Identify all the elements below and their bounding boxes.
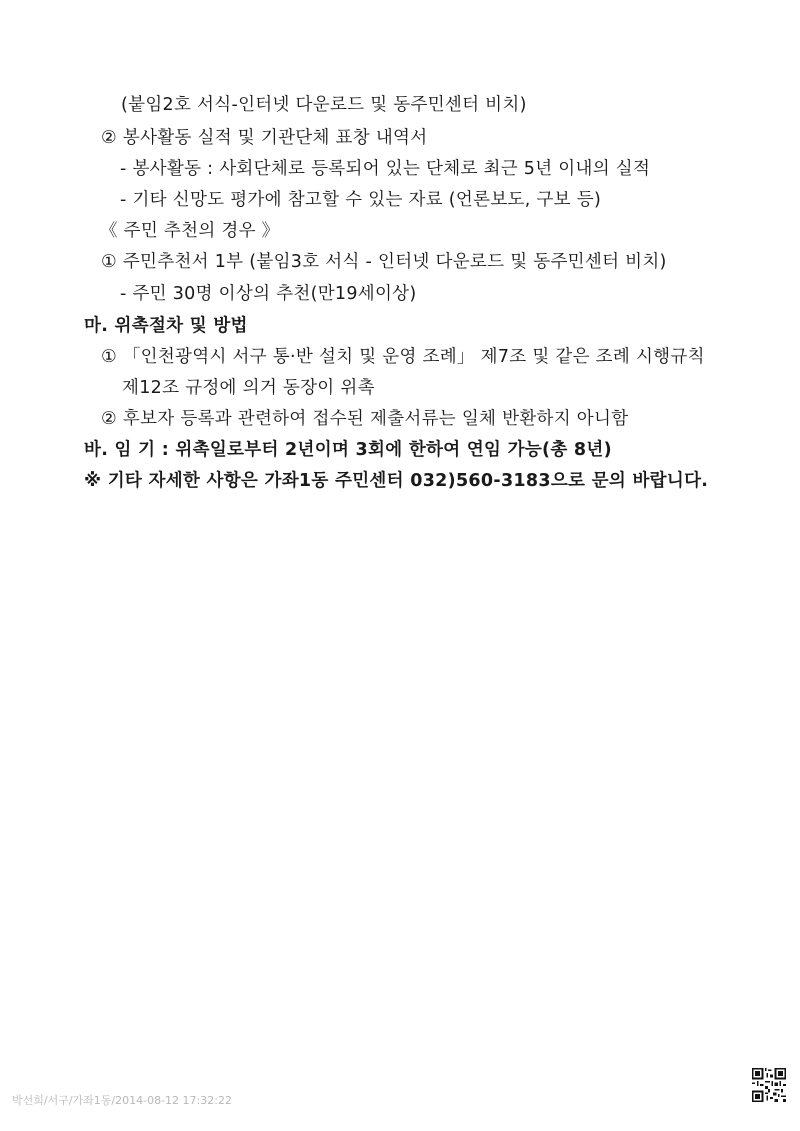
- attachment-2-note: (붙임2호 서식-인터넷 다운로드 및 동주민센터 비치): [121, 95, 527, 115]
- item-ordinance: ① 「인천광역시 서구 통·반 설치 및 운영 조례」 제7조 및 같은 조례 시행규칙: [101, 347, 705, 367]
- contact-note: ※ 기타 자세한 사항은 가좌1동 주민센터 032)560-3183으로 문의 바랍니다.: [84, 471, 709, 491]
- item-volunteer-record: ② 봉사활동 실적 및 기관단체 표창 내역서: [101, 128, 428, 148]
- sub-volunteer-activity: - 봉사활동 : 사회단체로 등록되어 있는 단체로 최근 5년 이내의 실적: [120, 159, 651, 179]
- qr-code-icon: [752, 1068, 786, 1102]
- section-ma-heading: 마. 위촉절차 및 방법: [84, 316, 248, 336]
- footer-stamp: 박선희/서구/가좌1동/2014-08-12 17:32:22: [12, 1094, 232, 1107]
- item-documents-not-returned: ② 후보자 등록과 관련하여 접수된 제출서류는 일체 반환하지 아니함: [101, 409, 629, 429]
- item-resident-recommendation: ① 주민추천서 1부 (붙임3호 서식 - 인터넷 다운로드 및 동주민센터 비치): [101, 252, 667, 272]
- resident-recommend-heading: 《 주민 추천의 경우 》: [100, 221, 280, 241]
- section-ba-term: 바. 임 기 : 위촉일로부터 2년이며 3회에 한하여 연임 가능(총 8년): [84, 440, 612, 460]
- item-ordinance-continued: 제12조 규정에 의거 동장이 위촉: [122, 378, 375, 398]
- sub-other-reputation: - 기타 신망도 평가에 참고할 수 있는 자료 (언론보도, 구보 등): [120, 190, 602, 210]
- sub-thirty-residents: - 주민 30명 이상의 추천(만19세이상): [120, 284, 417, 304]
